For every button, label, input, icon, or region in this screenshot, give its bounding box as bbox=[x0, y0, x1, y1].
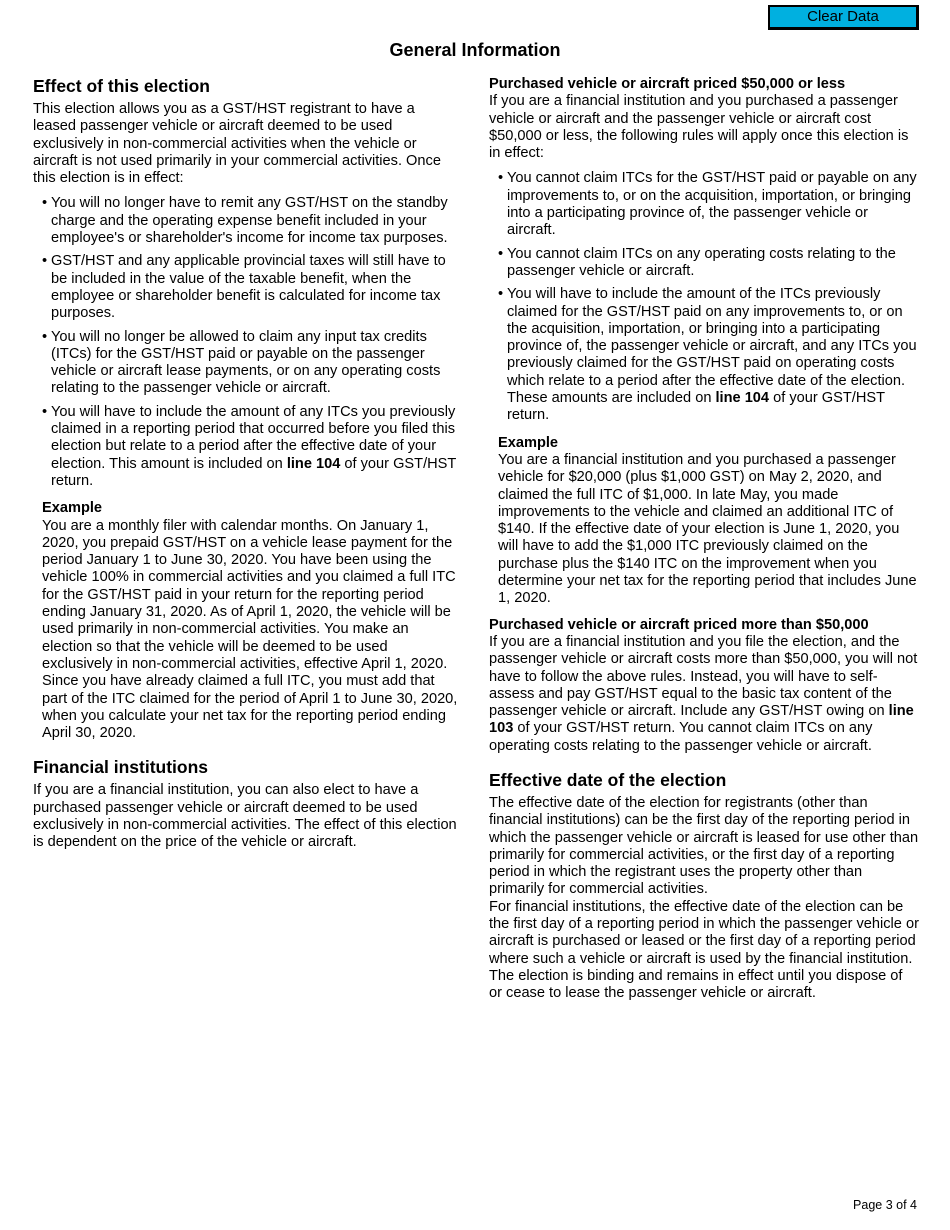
list-item: • You cannot claim ITCs on any operating costs relating to the passenger vehicle or aircraft. bbox=[498, 246, 919, 281]
example-heading: Example bbox=[42, 500, 103, 517]
line-reference: line 104 bbox=[715, 390, 770, 407]
list-item bbox=[42, 404, 461, 490]
over50-heading: Purchased vehicle or aircraft priced more than $50,000 bbox=[489, 616, 869, 633]
financial-heading: Financial institutions bbox=[33, 757, 209, 778]
effect-intro: This election allows you as a GST/HST registrant to have a leased passenger vehicle or aircraft deemed to be used exclusively in non-commercial activities when the vehicle or aircraft is not used primarily in your commercial activities. Once this election is in effect: bbox=[33, 101, 441, 187]
over50-text bbox=[489, 634, 919, 755]
example-block bbox=[42, 500, 461, 742]
example-text: You are a financial institution and you purchased a passenger vehicle for $20,000 (plus $1,000 GST) on May 2, 2020, and claimed the full ITC of $1,000. In late May, you made improvements to the vehicle and claimed an additional ITC of $140. If the effective date of your election is June 1, 2020, you will have to add the $1,000 ITC previously claimed on the purchase plus the $140 ITC on the improvement when you determine your net tax for the reporting period that includes June 1, 2020. bbox=[498, 451, 917, 607]
list-item-text: of your GST/HST return. bbox=[51, 455, 457, 489]
page-number: Page 3 of 4 bbox=[853, 1198, 917, 1212]
effective-heading: Effective date of the election bbox=[489, 769, 727, 790]
clear-data-button[interactable]: Clear Data bbox=[768, 5, 919, 30]
effective-para-1: The effective date of the election for registrants (other than financial institutions) can be the first day of the reporting period in which the passenger vehicle or aircraft is leased for use other than primarily for commercial activities, or the first day of a reporting period in which the registrant uses the property other than primarily for commercial activities. bbox=[489, 794, 919, 898]
left-column bbox=[33, 76, 461, 852]
list-item-text: of your GST/HST return. bbox=[507, 390, 885, 424]
effect-list bbox=[33, 195, 461, 490]
list-item-text: You will have to include the amount of the ITCs previously claimed for the GST/HST paid on any improvements to, or on the acquisition, importation, or bringing into a participating province of, the passenger vehicle or aircraft, and any ITCs you previously claimed for the GST/HST paid on operating costs which relate to a period after the effective date of the election. These amounts are included on bbox=[507, 286, 917, 407]
list-item-text: You will have to include the amount of any ITCs you previously claimed in a reporting period that occurred before you filed this election but relate to a period after the effective date of your election. This amount is included on bbox=[51, 403, 456, 472]
effective-section bbox=[489, 770, 919, 1003]
financial-text: If you are a financial institution, you can also elect to have a purchased passenger vehicle or aircraft deemed to be used exclusively in non-commercial activities. The effect of this election is dependent on the price of the vehicle or aircraft. bbox=[33, 782, 457, 851]
list-item: • You will no longer have to remit any GST/HST on the standby charge and the operating expense benefit included in your employee's or shareholder's income for income tax purposes. bbox=[42, 195, 461, 247]
example-heading: Example bbox=[498, 434, 559, 451]
under50-heading: Purchased vehicle or aircraft priced $50,000 or less bbox=[489, 76, 846, 92]
right-column bbox=[489, 76, 919, 1003]
page-title: General Information bbox=[389, 40, 561, 60]
example-block bbox=[498, 435, 919, 608]
list-item bbox=[498, 286, 919, 424]
list-item: • You will no longer be allowed to claim any input tax credits (ITCs) for the GST/HST paid or payable on the passenger vehicle or aircraft lease payments, or on any operating costs relating to the passenger vehicle or aircraft. bbox=[42, 329, 461, 398]
list-item: • You cannot claim ITCs for the GST/HST paid or payable on any improvements to, or on the acquisition, importation, or bringing into a participating province of, the passenger vehicle or aircraft. bbox=[498, 170, 919, 239]
over50-section bbox=[489, 617, 919, 755]
example-text: You are a monthly filer with calendar months. On January 1, 2020, you prepaid GST/HST on a vehicle lease payment for the period January 1 to June 30, 2020. You have been using the vehicle 100% in commercial activities and you claimed a full ITC for the GST/HST paid in your return for the reporting period ending January 31, 2020. As of April 1, 2020, the vehicle will be used primarily in non-commercial activities. You make an election so that the vehicle will be deemed to be used exclusively in non-commercial activities, effective April 1, 2020. Since you have already claimed a full ITC, you must add that part of the ITC claimed for the period of April 1 to June 30, 2020, when you calculate your net tax for the reporting period ending April 30, 2020. bbox=[42, 517, 458, 742]
over50-text-end: of your GST/HST return. You cannot claim ITCs on any operating costs relating to the passenger vehicle or aircraft. bbox=[489, 720, 873, 754]
effective-para-2: For financial institutions, the effective date of the election can be the first day of a reporting period in which the passenger vehicle or aircraft is purchased or leased or the first day of a reporting period where such a vehicle or aircraft is used by the financial institution. The election is binding and remains in effect until you dispose of or cease to lease the passenger vehicle or aircraft. bbox=[489, 898, 919, 1002]
under50-intro: If you are a financial institution and you purchased a passenger vehicle or aircraft and the passenger vehicle or aircraft cost $50,000 or less, the following rules will apply once this election is in effect: bbox=[489, 93, 909, 162]
list-item: • GST/HST and any applicable provincial taxes will still have to be included in the value of the taxable benefit, when the employee or shareholder benefit is calculated for income tax purposes. bbox=[42, 253, 461, 322]
under50-list bbox=[489, 170, 919, 424]
effect-heading: Effect of this election bbox=[33, 76, 210, 96]
line-reference: line 103 bbox=[489, 703, 914, 737]
line-reference: line 104 bbox=[286, 455, 341, 472]
over50-text-start: If you are a financial institution and you file the election, and the passenger vehicle or aircraft costs more than $50,000, you will not have to follow the above rules. Instead, you will have to self-assess and pay GST/HST equal to the basic tax content of the passenger vehicle or aircraft. Include any GST/HST owing on bbox=[489, 633, 918, 720]
financial-section bbox=[33, 757, 461, 851]
